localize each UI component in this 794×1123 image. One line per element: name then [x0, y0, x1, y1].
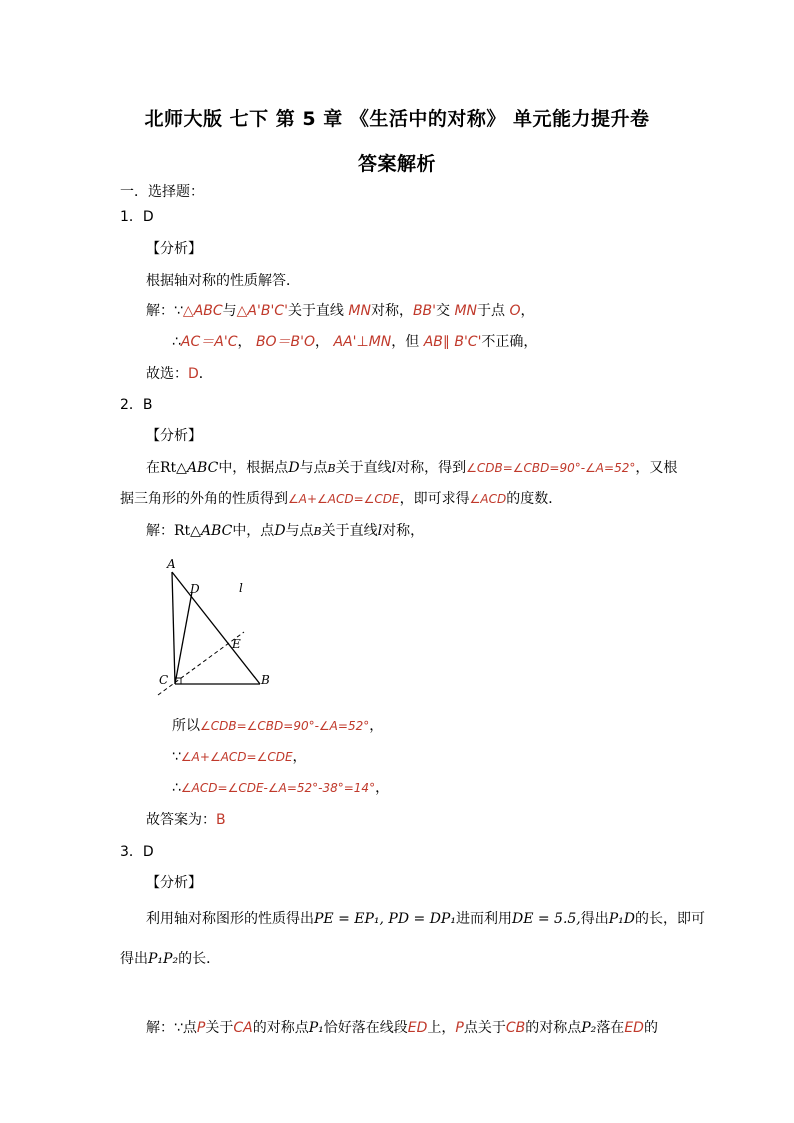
- document-title: 北师大版 七下 第 5 章 《生活中的对称》 单元能力提升卷: [144, 108, 650, 130]
- q2-step2: ∵∠A+∠ACD=∠CDE，: [172, 749, 307, 765]
- q1-analysis-text: 根据轴对称的性质解答．: [146, 273, 300, 289]
- q1-solution-line1: 解：∵△ABC与△A'B'C'关于直线 MN对称，BB'交 MN于点 O，: [146, 303, 535, 319]
- section-heading: 一．选择题：: [120, 184, 204, 200]
- q2-analysis-label: 【分析】: [146, 428, 202, 444]
- q2-triangle-figure: [150, 552, 280, 697]
- segment-ac: [172, 572, 175, 684]
- q2-solution-line1: 解：Rt△ABC中，点D与点B关于直线l对称，: [146, 523, 425, 539]
- label-l: l: [239, 581, 243, 595]
- label-c: C: [159, 673, 169, 687]
- q2-step3: ∴∠ACD=∠CDE-∠A=52°-38°=14°，: [172, 780, 390, 796]
- q3-analysis-line1: 利用轴对称图形的性质得出PE = EP₁, PD = DP₁进而利用DE = 5.5,得出P₁D的长，即可: [146, 911, 706, 927]
- q1-number: 1．D: [120, 209, 154, 225]
- q3-analysis-line2: 得出P₁P₂的长．: [120, 951, 221, 967]
- label-b: B: [261, 673, 270, 687]
- q2-number: 2．B: [120, 397, 153, 413]
- label-d: D: [190, 582, 200, 596]
- label-e: E: [232, 637, 241, 651]
- q1-analysis-label: 【分析】: [146, 241, 202, 257]
- q3-analysis-label: 【分析】: [146, 875, 202, 891]
- q2-analysis-line2: 据三角形的外角的性质得到∠A+∠ACD=∠CDE，即可求得∠ACD的度数．: [120, 491, 563, 507]
- q1-answer: 故选：D．: [146, 366, 213, 382]
- q2-step1: 所以∠CDB=∠CBD=90°-∠A=52°，: [172, 718, 384, 734]
- q3-number: 3．D: [120, 844, 154, 860]
- q1-solution-line2: ∴AC＝A'C， BO＝B'O， AA'⊥MN，但 AB∥ B'C'不正确，: [172, 334, 538, 350]
- segment-cd: [175, 592, 192, 684]
- q3-solution-line1: 解：∵点P关于CA的对称点P₁恰好落在线段ED上，P点关于CB的对称点P₂落在ED的: [146, 1020, 658, 1036]
- label-a: A: [167, 557, 176, 571]
- document-subtitle: 答案解析: [357, 153, 436, 175]
- q2-analysis-line1: 在Rt△ABC中，根据点D与点B关于直线l对称，得到∠CDB=∠CBD=90°-∠A=52°，又根: [146, 460, 678, 476]
- q2-answer: 故答案为：B: [146, 812, 226, 828]
